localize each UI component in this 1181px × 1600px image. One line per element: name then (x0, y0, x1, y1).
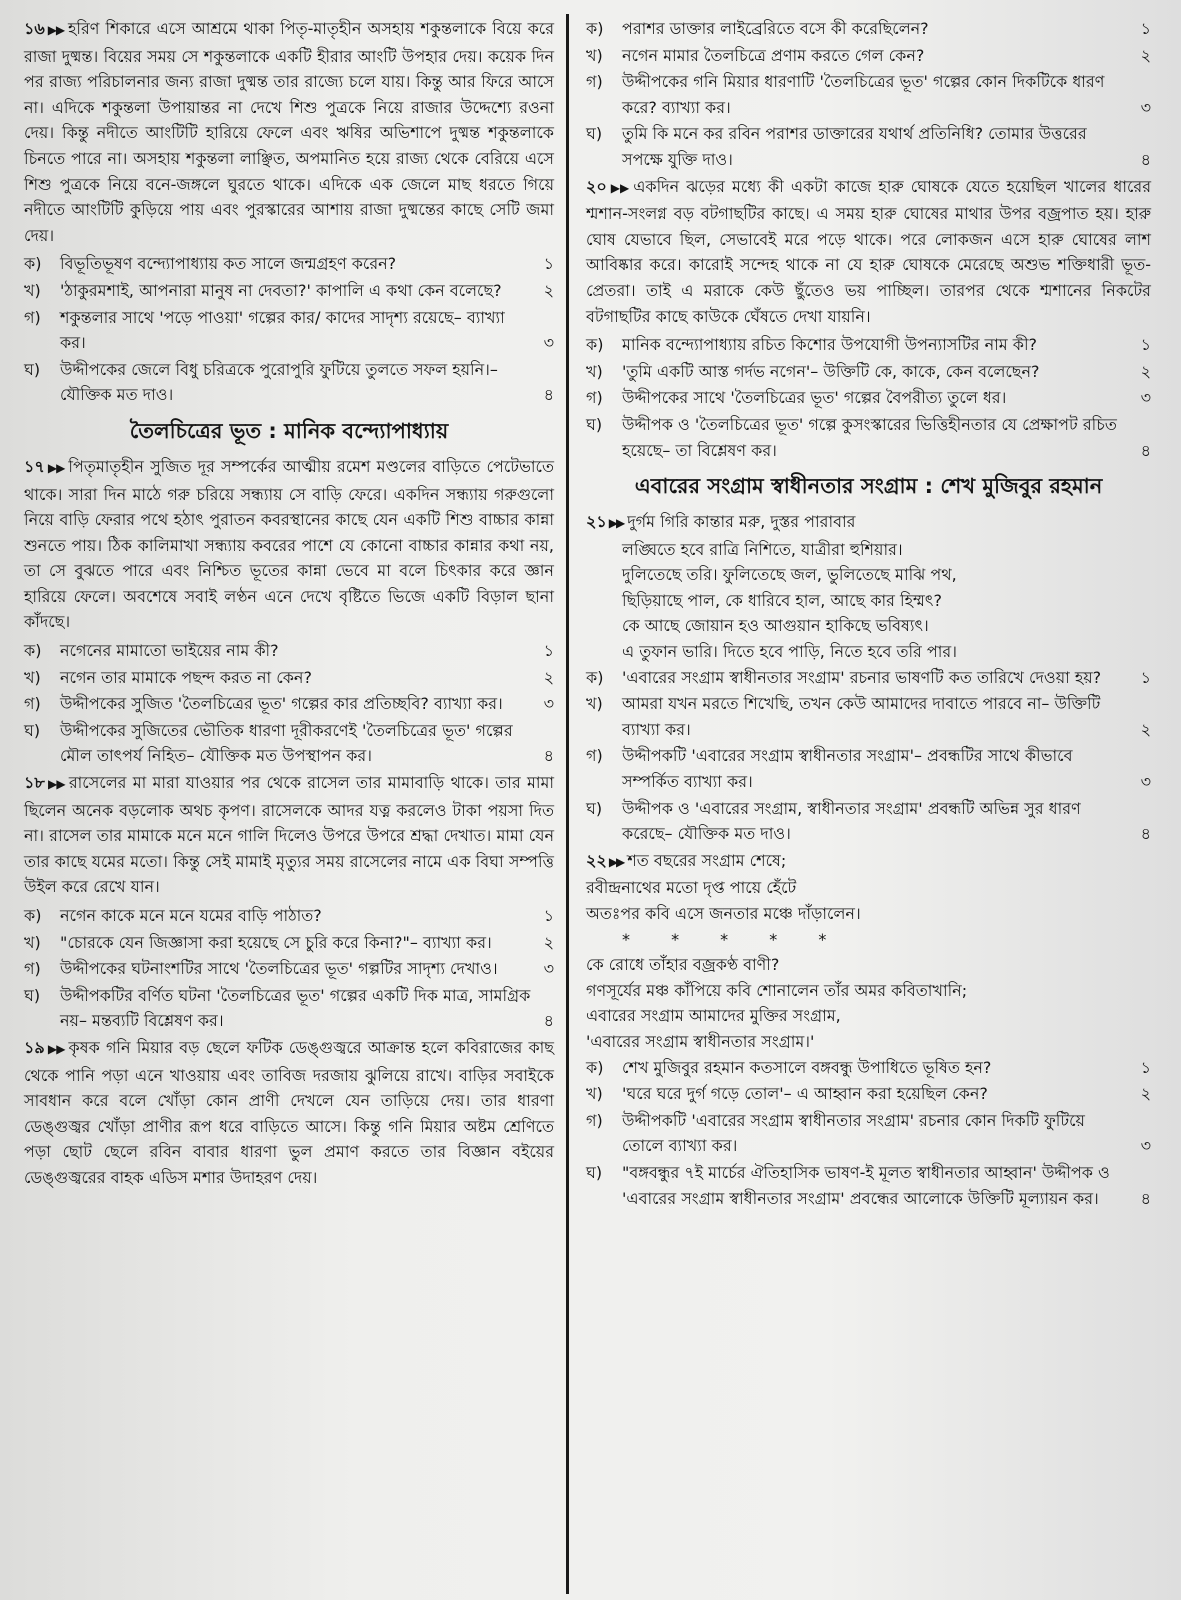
sub-question-text: পরাশর ডাক্তার লাইব্রেরিতে বসে কী করেছিলেন? (622, 19, 929, 38)
question-number: ১৭ (24, 456, 45, 476)
question-18 (24, 770, 554, 1034)
play-arrow-icon: ▶▶ (46, 777, 65, 792)
stem-17 (24, 454, 554, 635)
sub-question (24, 665, 554, 691)
question-22 (586, 848, 1151, 1211)
sub-question-text: উদ্দীপকের সাথে 'তৈলচিত্রের ভূত' গল্পের বৈপরীত্য তুলে ধর। (622, 388, 1007, 408)
sub-question-label: ঘ) (24, 359, 41, 379)
sub-question-label: খ) (586, 694, 603, 714)
stem-text: হরিণ শিকারে এসে আশ্রমে থাকা পিতৃ-মাতৃহীন অসহায় শকুন্তলাকে বিয়ে করে রাজা দুষ্মন্ত। বিয়ের সময় সে শকুন্তলাকে একটি হীরার আংটি উপহার দেয়। কয়েক দিন পর রাজ্য পরিচালনার জন্য রাজা দুষ্মন্ত তার রাজ্যে চলে যায়। কিন্তু আর ফিরে আসে না। এদিকে শকুন্তলা উপায়ান্তর না দেখে শিশু পুত্রকে নিয়ে রাজার উদ্দেশ্যে রওনা দেয়। কিন্তু নদীতে আংটিটি হারিয়ে ফেলে এবং ঋষির অভিশাপে দুষ্মন্ত শকুন্তলাকে চিনতে পারে না। অসহায় শকুন্তলা লাঞ্ছিত, অপমানিত হয়ে রাজ্য থেকে বেরিয়ে এসে শিশু পুত্রকে নিয়ে বনে-জঙ্গলে ঘুরতে থাকে। এদিকে এক জেলে মাছ ধরতে গিয়ে নদীতে আংটিটি কুড়িয়ে পায় এবং পুরস্কারের আশায় রাজা দুষ্মন্তের কাছে সেটি জমা দেয়। (24, 19, 554, 245)
sub-question-text: মানিক বন্দ্যোপাধ্যায় রচিত কিশোর উপযোগী উপন্যাসটির নাম কী? (622, 335, 1038, 355)
sub-question (586, 1108, 1151, 1159)
play-arrow-icon: ▶▶ (608, 180, 630, 195)
sub-question-label: ক) (586, 335, 604, 355)
sub-question-text: উদ্দীপকটি 'এবারের সংগ্রাম স্বাধীনতার সংগ্রাম'– প্রবন্ধটির সাথে কীভাবে সম্পর্কিত ব্যাখ্যা কর। (622, 746, 1073, 792)
poem-line: ছিড়িয়াছে পাল, কে ধারিবে হাল, আছে কার হিম্মৎ? (622, 590, 942, 610)
marks: ১ (543, 906, 554, 925)
sub-question-label: ক) (24, 254, 42, 274)
poem-line: কে রোধে তাঁহার বজ্রকণ্ঠ বাণী? (586, 955, 780, 975)
question-21 (586, 509, 1151, 847)
sub-question (586, 16, 1151, 42)
question-number: ২০ (586, 176, 607, 196)
marks: ৪ (543, 746, 554, 766)
sub-question-label: ক) (586, 1057, 604, 1077)
marks: ৩ (543, 333, 554, 353)
marks: ৩ (1140, 772, 1151, 792)
stem-18 (24, 770, 554, 900)
sub-question (24, 251, 554, 277)
sub-question-label: ঘ) (24, 985, 41, 1005)
marks: ৩ (1140, 388, 1151, 408)
sub-question-label: গ) (586, 746, 603, 766)
poem-line: অতঃপর কবি এসে জনতার মঞ্চে দাঁড়ালেন। (586, 904, 861, 923)
section-heading: এবারের সংগ্রাম স্বাধীনতার সংগ্রাম : শেখ মুজিবুর রহমান (634, 474, 1103, 499)
marks: ৩ (1140, 1136, 1151, 1156)
right-column (586, 16, 1151, 1212)
poem-21 (586, 509, 1151, 665)
sub-question-text: 'তুমি একটি আস্ত গর্দভ নগেন'– উক্তিটি কে, কাকে, কেন বলেছেন? (622, 361, 1040, 381)
sub-question (24, 305, 554, 356)
sub-question (24, 278, 554, 304)
sub-question (24, 718, 554, 769)
sub-question (24, 956, 554, 982)
stem-16 (24, 16, 554, 248)
play-arrow-icon: ▶▶ (608, 516, 624, 531)
sub-question-text: শেখ মুজিবুর রহমান কতসালে বঙ্গবন্ধু উপাধিতে ভূষিত হন? (622, 1057, 992, 1077)
column-divider (566, 14, 569, 1594)
question-number: ২১ (586, 512, 607, 532)
marks: ১ (543, 641, 554, 661)
question-number: ১৮ (24, 773, 45, 793)
poem-line: দুলিতেছে তরি। ফুলিতেছে জল, ভুলিতেছে মাঝি পথ, (622, 565, 957, 585)
poem-22 (586, 848, 1151, 1055)
sub-question-label: ক) (586, 667, 604, 687)
sub-question-text: শকুন্তলার সাথে 'পড়ে পাওয়া' গল্পের কার/ কাদের সাদৃশ্য রয়েছে– ব্যাখ্যা কর। (60, 307, 505, 353)
sub-question-label: খ) (24, 932, 41, 952)
sub-question-text: উদ্দীপকটি 'এবারের সংগ্রাম স্বাধীনতার সংগ্রাম' রচনার কোন দিকটি ফুটিয়ে তোলে ব্যাখ্যা কর। (622, 1110, 1085, 1156)
marks: ১ (1140, 335, 1151, 355)
question-number: ১৯ (24, 1037, 45, 1057)
sub-question-text: উদ্দীপকের ঘটনাংশটির সাথে 'তৈলচিত্রের ভূত' গল্পটির সাদৃশ্য দেখাও। (60, 959, 498, 979)
sub-question (586, 1081, 1151, 1107)
question-19 (24, 1035, 554, 1191)
sub-question-text: উদ্দীপকের সুজিতের ভৌতিক ধারণা দূরীকরণেই 'তৈলচিত্রের ভূত' গল্পের মৌল তাৎপর্য নিহিত– যৌক্তিক মত উপস্থাপন কর। (60, 720, 513, 766)
poem-line-text: শত বছরের সংগ্রাম শেষে; (627, 850, 787, 870)
sub-question-text: "চোরকে যেন জিজ্ঞাসা করা হয়েছে সে চুরি করে কিনা?"– ব্যাখ্যা কর। (60, 932, 492, 952)
sub-question (586, 1055, 1151, 1081)
sub-question (586, 665, 1151, 691)
sub-question-label: গ) (24, 694, 41, 714)
sub-question-text: উদ্দীপকের জেলে বিধু চরিত্রকে পুরোপুরি ফুটিয়ে তুলতে সফল হয়নি।– যৌক্তিক মত দাও। (60, 359, 498, 405)
stem-text: একদিন ঝড়ের মধ্যে কী একটা কাজে হারু ঘোষকে যেতে হয়েছিল খালের ধারের শ্মশান-সংলগ্ন বড় বটগাছটির কাছে। এ সময় হারু ঘোষের মাথার উপর বজ্রপাত হয়। হারু ঘোষ যেভাবে ছিল, সেভাবেই মরে পড়ে থাকে। পরে লোকজন এসে হারু ঘোষের লাশ আবিষ্কার করে। কারোই সন্দেহ থাকে না যে হারু ঘোষকে মেরেছে অশুভ শক্তিধারী ভূত-প্রেতরা। তাই এ মরাকে কেউ ছুঁতেও ভয় পাচ্ছিল। তারপর থেকে শ্মশানের নিকটের বটগাছটির কাছে কাউকে ঘেঁষতে দেখা যায়নি। (586, 176, 1151, 326)
sub-question-text: আমরা যখন মরতে শিখেছি, তখন কেউ আমাদের দাবাতে পারবে না– উক্তিটি ব্যাখ্যা কর। (622, 694, 1101, 739)
sub-question (586, 69, 1151, 120)
marks: ৪ (1140, 440, 1151, 460)
sub-question-label: খ) (586, 361, 603, 381)
marks: ৩ (1140, 97, 1151, 117)
sub-question-label: ক) (586, 19, 604, 38)
marks: ২ (543, 280, 554, 300)
sub-question (586, 691, 1151, 742)
poem-line: গণসূর্যের মঞ্চ কাঁপিয়ে কবি শোনালেন তাঁর অমর কবিতাখানি; (586, 980, 968, 1000)
sub-question-text: উদ্দীপকের গনি মিয়ার ধারণাটি 'তৈলচিত্রের ভূত' গল্পের কোন দিকটিকে ধারণ করে? ব্যাখ্যা কর। (622, 72, 1105, 117)
marks: ১ (1140, 19, 1151, 38)
sub-question-label: ঘ) (586, 1162, 603, 1182)
sub-question (586, 743, 1151, 794)
sub-question-label: গ) (586, 72, 603, 92)
sub-question-label: ক) (24, 906, 42, 925)
marks: ১ (1140, 667, 1151, 687)
question-number: ১৬ (24, 19, 45, 38)
marks: ২ (1140, 1084, 1151, 1104)
sub-question-text: নগেন মামার তৈলচিত্রে প্রণাম করতে গেল কেন? (622, 45, 925, 65)
play-arrow-icon: ▶▶ (46, 23, 64, 37)
sub-question-text: নগেন কাকে মনে মনে যমের বাড়ি পাঠাত? (60, 906, 322, 925)
sub-question-text: উদ্দীপক ও 'তৈলচিত্রের ভূত' গল্পে কুসংস্কারের ভিত্তিহীনতার যে প্রেক্ষাপট রচিত হয়েছে– তা বিশ্লেষণ কর। (622, 414, 1117, 460)
sub-question-text: 'ঠাকুরমশাই, আপনারা মানুষ না দেবতা?' কাপালি এ কথা কেন বলেছে? (60, 280, 502, 300)
sub-question (24, 357, 554, 408)
sub-question-label: গ) (586, 388, 603, 408)
marks: ৪ (1140, 1188, 1151, 1208)
sub-question-text: "বঙ্গবন্ধুর ৭ই মার্চের ঐতিহাসিক ভাষণ-ই মূলত স্বাধীনতার আহ্বান' উদ্দীপক ও 'এবারের সংগ্রাম স্বাধীনতার সংগ্রাম' প্রবন্ধের আলোকে উক্তিটি মূল্যায়ন কর। (622, 1162, 1110, 1208)
sub-question-label: ঘ) (24, 720, 41, 740)
marks: ৪ (1140, 824, 1151, 844)
sub-question-label: খ) (24, 667, 41, 687)
sub-question (586, 412, 1151, 463)
stem-text: রাসেলের মা মারা যাওয়ার পর থেকে রাসেল তার মামাবাড়ি থাকে। তার মামা ছিলেন অনেক বড়লোক অথচ কৃপণ। রাসেলকে আদর যত্ন করলেও টাকা পয়সা দিত না। রাসেল তার মামাকে মনে মনে গালি দিলেও উপরে উপরে শ্রদ্ধা দেখাত। মামা যেন তার কাছে যমের মতো। কিন্তু সেই মামাই মৃত্যুর সময় রাসেলের নামে এক বিঘা সম্পত্তি উইল করে রেখে যান। (24, 773, 554, 897)
question-17 (24, 454, 554, 769)
sub-question-label: ঘ) (586, 798, 603, 818)
sub-question (586, 796, 1151, 847)
sub-question-text: তুমি কি মনে কর রবিন পরাশর ডাক্তারের যথার্থ প্রতিনিধি? তোমার উত্তরের সপক্ষে যুক্তি দাও। (622, 124, 1087, 169)
sub-question (586, 43, 1151, 69)
sub-question-text: 'ঘরে ঘরে দুর্গ গড়ে তোল'– এ আহ্বান করা হয়েছিল কেন? (622, 1084, 988, 1104)
marks: ৩ (543, 694, 554, 714)
sub-question (24, 638, 554, 664)
play-arrow-icon: ▶▶ (46, 1041, 65, 1056)
question-16 (24, 16, 554, 408)
sub-question-text: বিভূতিভূষণ বন্দ্যোপাধ্যায় কত সালে জন্মগ্রহণ করেন? (60, 254, 397, 274)
sub-question-text: নগেন তার মামাকে পছন্দ করত না কেন? (60, 667, 312, 687)
poem-line: লঙ্ঘিতে হবে রাত্রি নিশিতে, যাত্রীরা হুশিয়ার। (622, 539, 903, 559)
sub-question-text: নগেনের মামাতো ভাইয়ের নাম কী? (60, 641, 279, 661)
poem-separator: * * * * * (622, 929, 845, 949)
sub-question-label: গ) (586, 1110, 603, 1130)
sub-question-text: উদ্দীপকটির বর্ণিত ঘটনা 'তৈলচিত্রের ভূত' গল্পের একটি দিক মাত্র, সামগ্রিক নয়– মন্তব্যটি বিশ্লেষণ কর। (60, 985, 531, 1031)
sub-question-text: উদ্দীপক ও 'এবারের সংগ্রাম, স্বাধীনতার সংগ্রাম' প্রবন্ধটি অভিন্ন সুর ধারণ করেছে– যৌক্তিক মত দাও। (622, 798, 1081, 844)
sub-question (586, 1160, 1151, 1211)
stem-text: কৃষক গনি মিয়ার বড় ছেলে ফটিক ডেঙ্গুজ্বরে আক্রান্ত হলে কবিরাজের কাছ থেকে পানি পড়া এনে খাওয়ায় এবং তাবিজ দরজায় ঝুলিয়ে রাখে। বাড়ির সবাইকে সাবধান করে বলে খোঁড়া কোন প্রাণী দেখলে যেন তাড়িয়ে দেয়। তার ধারণা ডেঙ্গুজ্বর খোঁড়া প্রাণীর রূপ ধরে বাড়িতে আসে। কিন্তু গনি মিয়ার অষ্টম শ্রেণিতে পড়া ছোট ছেলে রবিন বাবার ধারণা ভুল প্রমাণ করতে তার বিজ্ঞান বইয়ের ডেঙ্গুজ্বরের বাহক এডিস মশার উদাহরণ দেয়। (24, 1037, 554, 1187)
marks: ১ (1140, 1057, 1151, 1077)
sub-question (24, 903, 554, 929)
poem-line: এবারের সংগ্রাম আমাদের মুক্তির সংগ্রাম, (586, 1006, 841, 1026)
marks: ২ (1140, 719, 1151, 739)
question-20 (586, 174, 1151, 464)
marks: ২ (1140, 45, 1151, 65)
sub-question-label: খ) (586, 45, 603, 65)
sub-question (586, 385, 1151, 411)
question-19-subquestions (586, 16, 1151, 173)
sub-question-label: গ) (24, 959, 41, 979)
sub-question-label: গ) (24, 307, 41, 327)
left-column (24, 16, 554, 1194)
sub-question-label: খ) (586, 1084, 603, 1104)
play-arrow-icon: ▶▶ (608, 854, 624, 869)
marks: ৪ (543, 1011, 554, 1031)
stem-text: পিতৃমাতৃহীন সুজিত দূর সম্পর্কের আত্মীয় রমেশ মণ্ডলের বাড়িতে পেটেভাতে থাকে। সারা দিন মাঠে গরু চরিয়ে সন্ধ্যায় সে বাড়ি ফেরে। একদিন সন্ধ্যায় গরুগুলো নিয়ে বাড়ি ফেরার পথে হঠাৎ পুরাতন কবরস্থানের কাছে যেন একটি শিশু বাচ্চার কান্না শুনতে পায়। ঠিক কালিমাখা সন্ধ্যায় কবরের পাশে যে কোনো বাচ্চার কান্নার কথা নয়, তা সে বুঝতে পারে এবং নিশ্চিত ভূতের কান্না ভেবে মা বলে চিৎকার করে জ্ঞান হারিয়ে ফেলে। অবশেষে সবাই লণ্ঠন এনে দেখে বৃষ্টিতে ভিজে একটি বিড়াল ছানা কাঁদছে। (24, 456, 554, 632)
sub-question-label: ক) (24, 641, 42, 661)
sub-question-label: ঘ) (586, 124, 603, 144)
sub-question-text: 'এবারের সংগ্রাম স্বাধীনতার সংগ্রাম' রচনার ভাষণটি কত তারিখে দেওয়া হয়? (622, 667, 1102, 687)
stem-20 (586, 174, 1151, 330)
marks: ২ (1140, 361, 1151, 381)
sub-question-label: খ) (24, 280, 41, 300)
stem-19 (24, 1035, 554, 1191)
poem-line (586, 509, 1151, 537)
question-number: ২২ (586, 850, 607, 870)
marks: ২ (543, 667, 554, 687)
sub-question (24, 930, 554, 956)
section-heading: তৈলচিত্রের ভূত : মানিক বন্দ্যোপাধ্যায় (129, 418, 449, 443)
marks: ১ (543, 254, 554, 274)
sub-question (24, 691, 554, 717)
play-arrow-icon: ▶▶ (46, 460, 65, 475)
marks: ৪ (1140, 149, 1151, 169)
poem-line (586, 848, 1151, 876)
marks: ৪ (543, 385, 554, 405)
poem-line: এ তুফান ভারি। দিতে হবে পাড়ি, নিতে হবে তরি পার। (622, 642, 957, 662)
sub-question (586, 121, 1151, 172)
sub-question (586, 359, 1151, 385)
sub-question (586, 332, 1151, 358)
marks: ৩ (543, 959, 554, 979)
marks: ২ (543, 932, 554, 952)
sub-question-text: উদ্দীপকের সুজিত 'তৈলচিত্রের ভূত' গল্পের কার প্রতিচ্ছবি? ব্যাখ্যা কর। (60, 694, 503, 714)
poem-line: 'এবারের সংগ্রাম স্বাধীনতার সংগ্রাম।' (586, 1031, 815, 1051)
sub-question-label: ঘ) (586, 414, 603, 434)
sub-question (24, 983, 554, 1034)
poem-line: রবীন্দ্রনাথের মতো দৃপ্ত পায়ে হেঁটে (586, 878, 797, 898)
poem-line-text: দুর্গম গিরি কান্তার মরু, দুস্তর পারাবার (627, 512, 856, 532)
poem-line: কে আছে জোয়ান হও আগুয়ান হাকিছে ভবিষ্যৎ। (622, 616, 929, 636)
